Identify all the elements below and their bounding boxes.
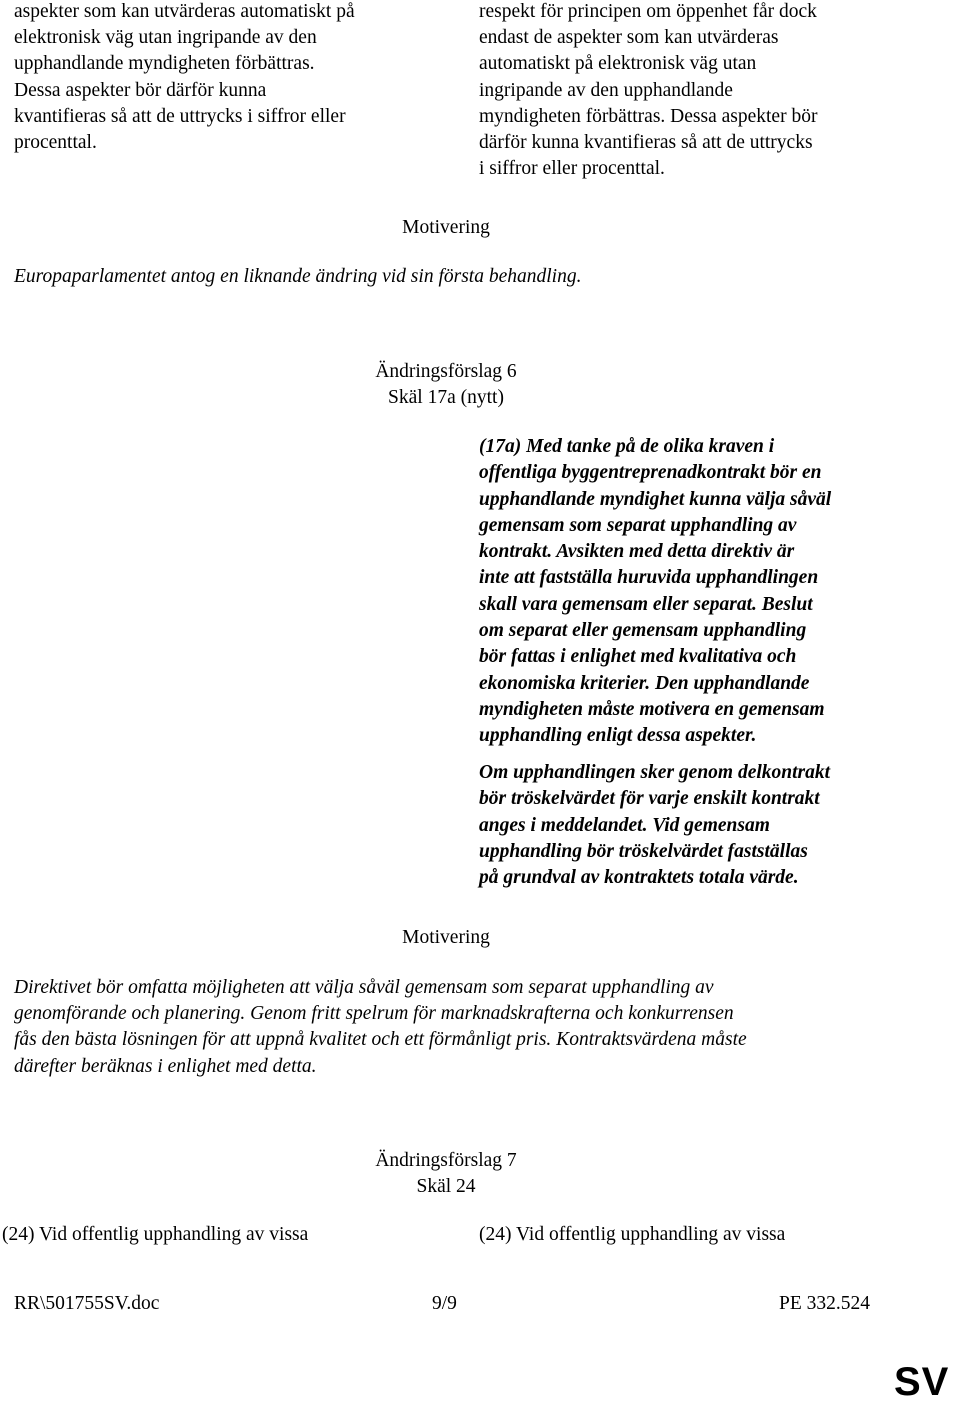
- language-code: SV: [894, 1360, 950, 1404]
- amended-text-column: respekt för principen om öppenhet får dock endast de aspekter som kan utvärderas automatiskt på elektronisk väg utan ingripande av den upphandlande myndigheten förbättras. Dessa aspekter bör därför kunna kvantifieras så att de uttrycks i siffror eller procenttal.: [479, 1, 818, 180]
- amendment-new-text-paragraph: Om upphandlingen sker genom delkontrakt bör tröskelvärdet för varje enskilt kontrakt anges i meddelandet. Vid gemensam upphandling bör tröskelvärdet fastställas på grundval av kontraktets totala värde.: [479, 762, 831, 889]
- footer-doc-ref: RR\501755SV.doc: [14, 1293, 160, 1314]
- motivering-heading: Motivering: [402, 927, 490, 948]
- original-text-column: (24) Vid offentlig upphandling av vissa: [2, 1224, 309, 1245]
- motivering-heading: Motivering: [402, 217, 490, 238]
- amendment-title: Ändringsförslag 6: [375, 361, 517, 382]
- motivering-text: Europaparlamentet antog en liknande ändring vid sin första behandling.: [14, 266, 582, 287]
- motivering-text: Direktivet bör omfatta möjligheten att välja såväl gemensam som separat upphandling av genomförande och planering. Genom fritt spelrum för marknadskrafterna och konkurrensen fås den bästa lösningen för att uppnå kvalitet och ett förmånligt pris. Kontraktsvärdena måste därefter beräknas i enlighet med detta.: [14, 977, 747, 1077]
- footer-page-number: 9/9: [432, 1293, 457, 1314]
- amended-text-column: (24) Vid offentlig upphandling av vissa: [479, 1224, 786, 1245]
- original-text-column: aspekter som kan utvärderas automatiskt på elektronisk väg utan ingripande av den upphandlande myndigheten förbättras. Dessa aspekter bör därför kunna kvantifieras så att de uttrycks i siffror eller procenttal.: [14, 1, 355, 154]
- footer-pe-ref: PE 332.524: [779, 1293, 871, 1314]
- amendment-subtitle: Skäl 17a (nytt): [388, 387, 504, 408]
- amendment-subtitle: Skäl 24: [416, 1176, 476, 1197]
- amendment-new-text-paragraph: (17a) Med tanke på de olika kraven i offentliga byggentreprenadkontrakt bör en upphandlande myndighet kunna välja såväl gemensam som separat upphandling av kontrakt. Avsikten med detta direktiv är inte att fastställa huruvida upphandlingen skall vara gemensam eller separat. Beslut om separat eller gemensam upphandling bör fattas i enlighet med kvalitativa och ekonomiska kriterier. Den upphandlande myndigheten måste motivera en gemensam upphandling enligt dessa aspekter.: [479, 436, 832, 747]
- amendment-title: Ändringsförslag 7: [375, 1150, 517, 1171]
